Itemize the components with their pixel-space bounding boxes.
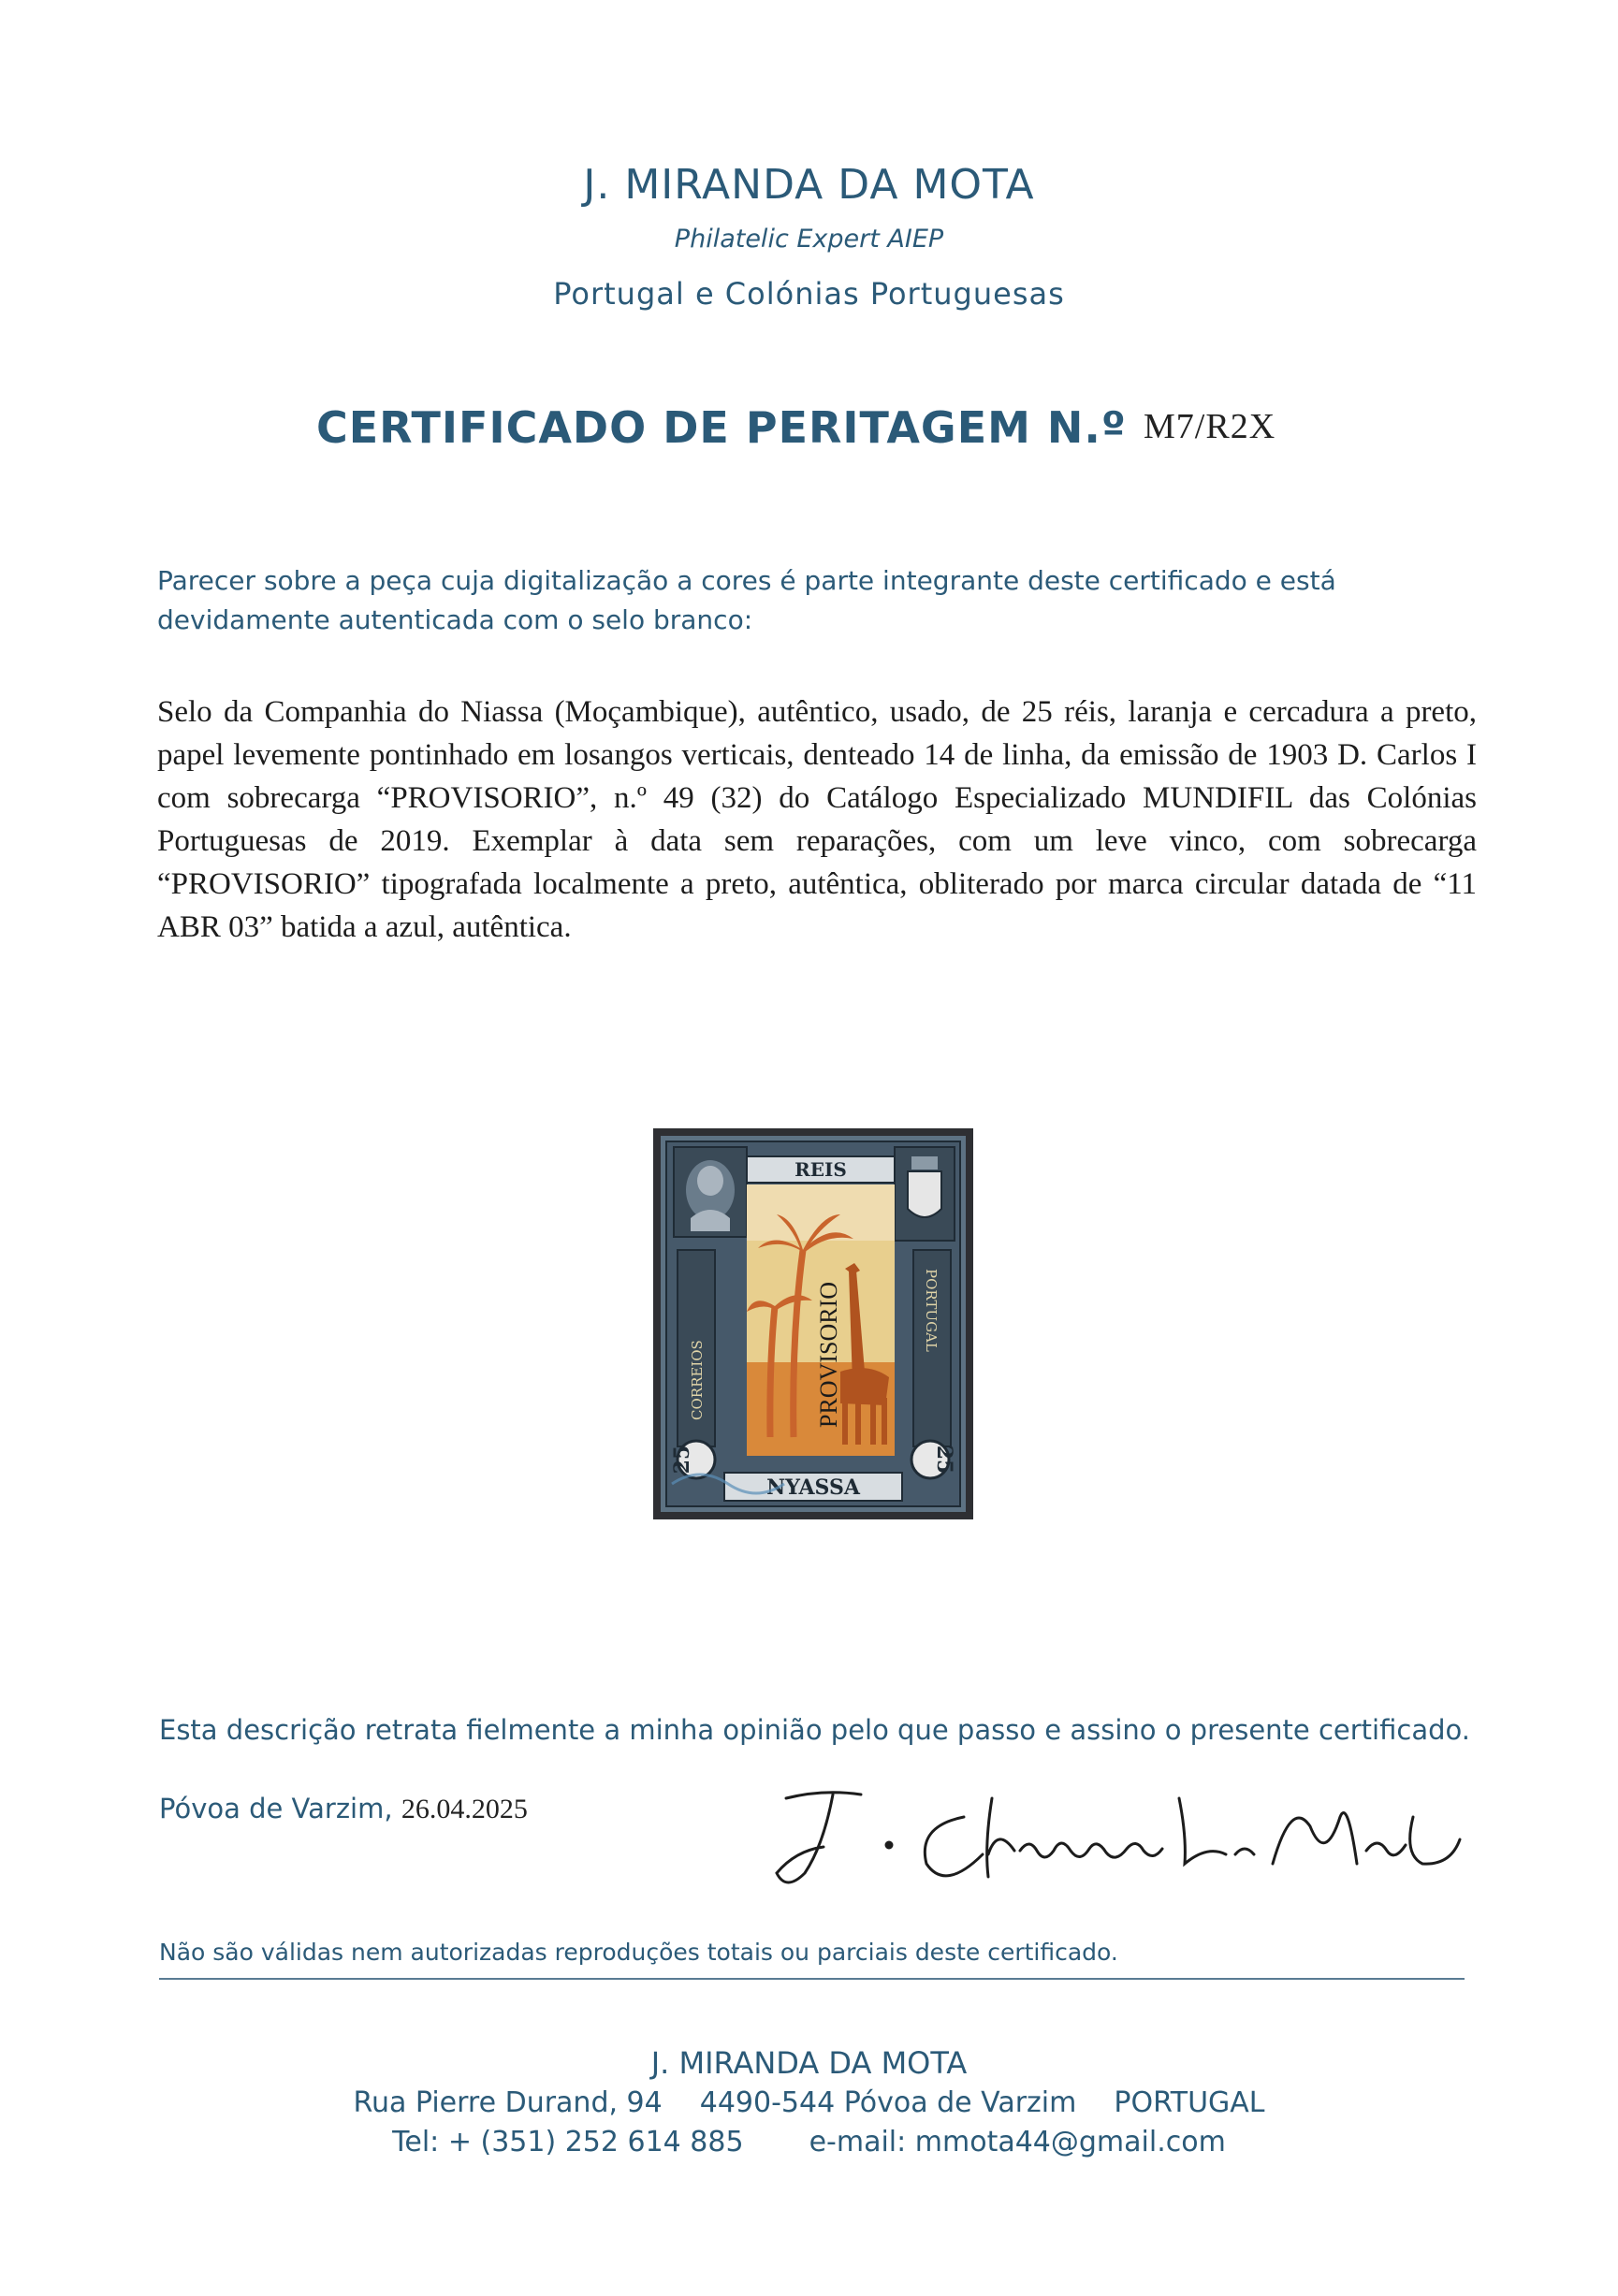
intro-text: Parecer sobre a peça cuja digitalização a cores é parte integrante deste certificado e está devidamente autenticada com o selo branco:	[157, 565, 1336, 635]
footer-street: Rua Pierre Durand, 94	[353, 2086, 663, 2119]
closing-statement: Esta descrição retrata fielmente a minha opinião pelo que passo e assino o presente certificado.	[159, 1714, 1470, 1746]
stamp-overprint: PROVISORIO	[815, 1281, 842, 1428]
expert-role: Philatelic Expert AIEP	[674, 225, 944, 254]
footer-email: e-mail: mmota44@gmail.com	[809, 2126, 1226, 2158]
stamp-top-label: REIS	[794, 1158, 847, 1181]
expert-region: Portugal e Colónias Portuguesas	[553, 276, 1065, 312]
footer-postal: 4490-544 Póvoa de Varzim	[699, 2086, 1077, 2119]
stamp-value-left: 25	[670, 1445, 694, 1475]
stamp-image	[653, 1128, 973, 1519]
place: Póvoa de Varzim,	[159, 1793, 393, 1824]
stamp-right-label: PORTUGAL	[923, 1269, 940, 1352]
place-and-date	[159, 1793, 528, 1825]
certificate-title: CERTIFICADO DE PERITAGEM N.º	[316, 402, 1127, 453]
footer-tel: Tel: + (351) 252 614 885	[392, 2126, 744, 2158]
divider	[159, 1978, 1465, 1980]
disclaimer: Não são válidas nem autorizadas reproduções totais ou parciais deste certificado.	[159, 1939, 1118, 1966]
date: 26.04.2025	[401, 1794, 528, 1824]
footer-name: J. MIRANDA DA MOTA	[650, 2045, 968, 2081]
footer-country: PORTUGAL	[1114, 2086, 1265, 2119]
signature	[767, 1761, 1479, 1901]
footer-contact	[0, 2126, 1618, 2158]
stamp-value-right: 25	[932, 1445, 956, 1475]
stamp-description: Selo da Companhia do Niassa (Moçambique), autêntico, usado, de 25 réis, laranja e cercadura a preto, papel levemente pontinhado em losangos verticais, denteado 14 de linha, da emissão de 1903 D. Carlos I com sobrecarga “PROVISORIO”, n.º 49 (32) do Catálogo Especializado MUNDIFIL das Colónias Portuguesas de 2019. Exemplar à data sem reparações, com um leve vinco, com sobrecarga “PROVISORIO” tipografada localmente a preto, autêntica, obliterado por marca circular datada de “11 ABR 03” batida a azul, autêntica.	[157, 695, 1477, 944]
stamp-bottom-label: NYASSA	[766, 1475, 860, 1500]
footer-address	[0, 2086, 1618, 2119]
stamp-left-label: CORREIOS	[689, 1340, 706, 1420]
expert-name: J. MIRANDA DA MOTA	[583, 161, 1035, 209]
certificate-number: M7/R2X	[1144, 407, 1276, 446]
